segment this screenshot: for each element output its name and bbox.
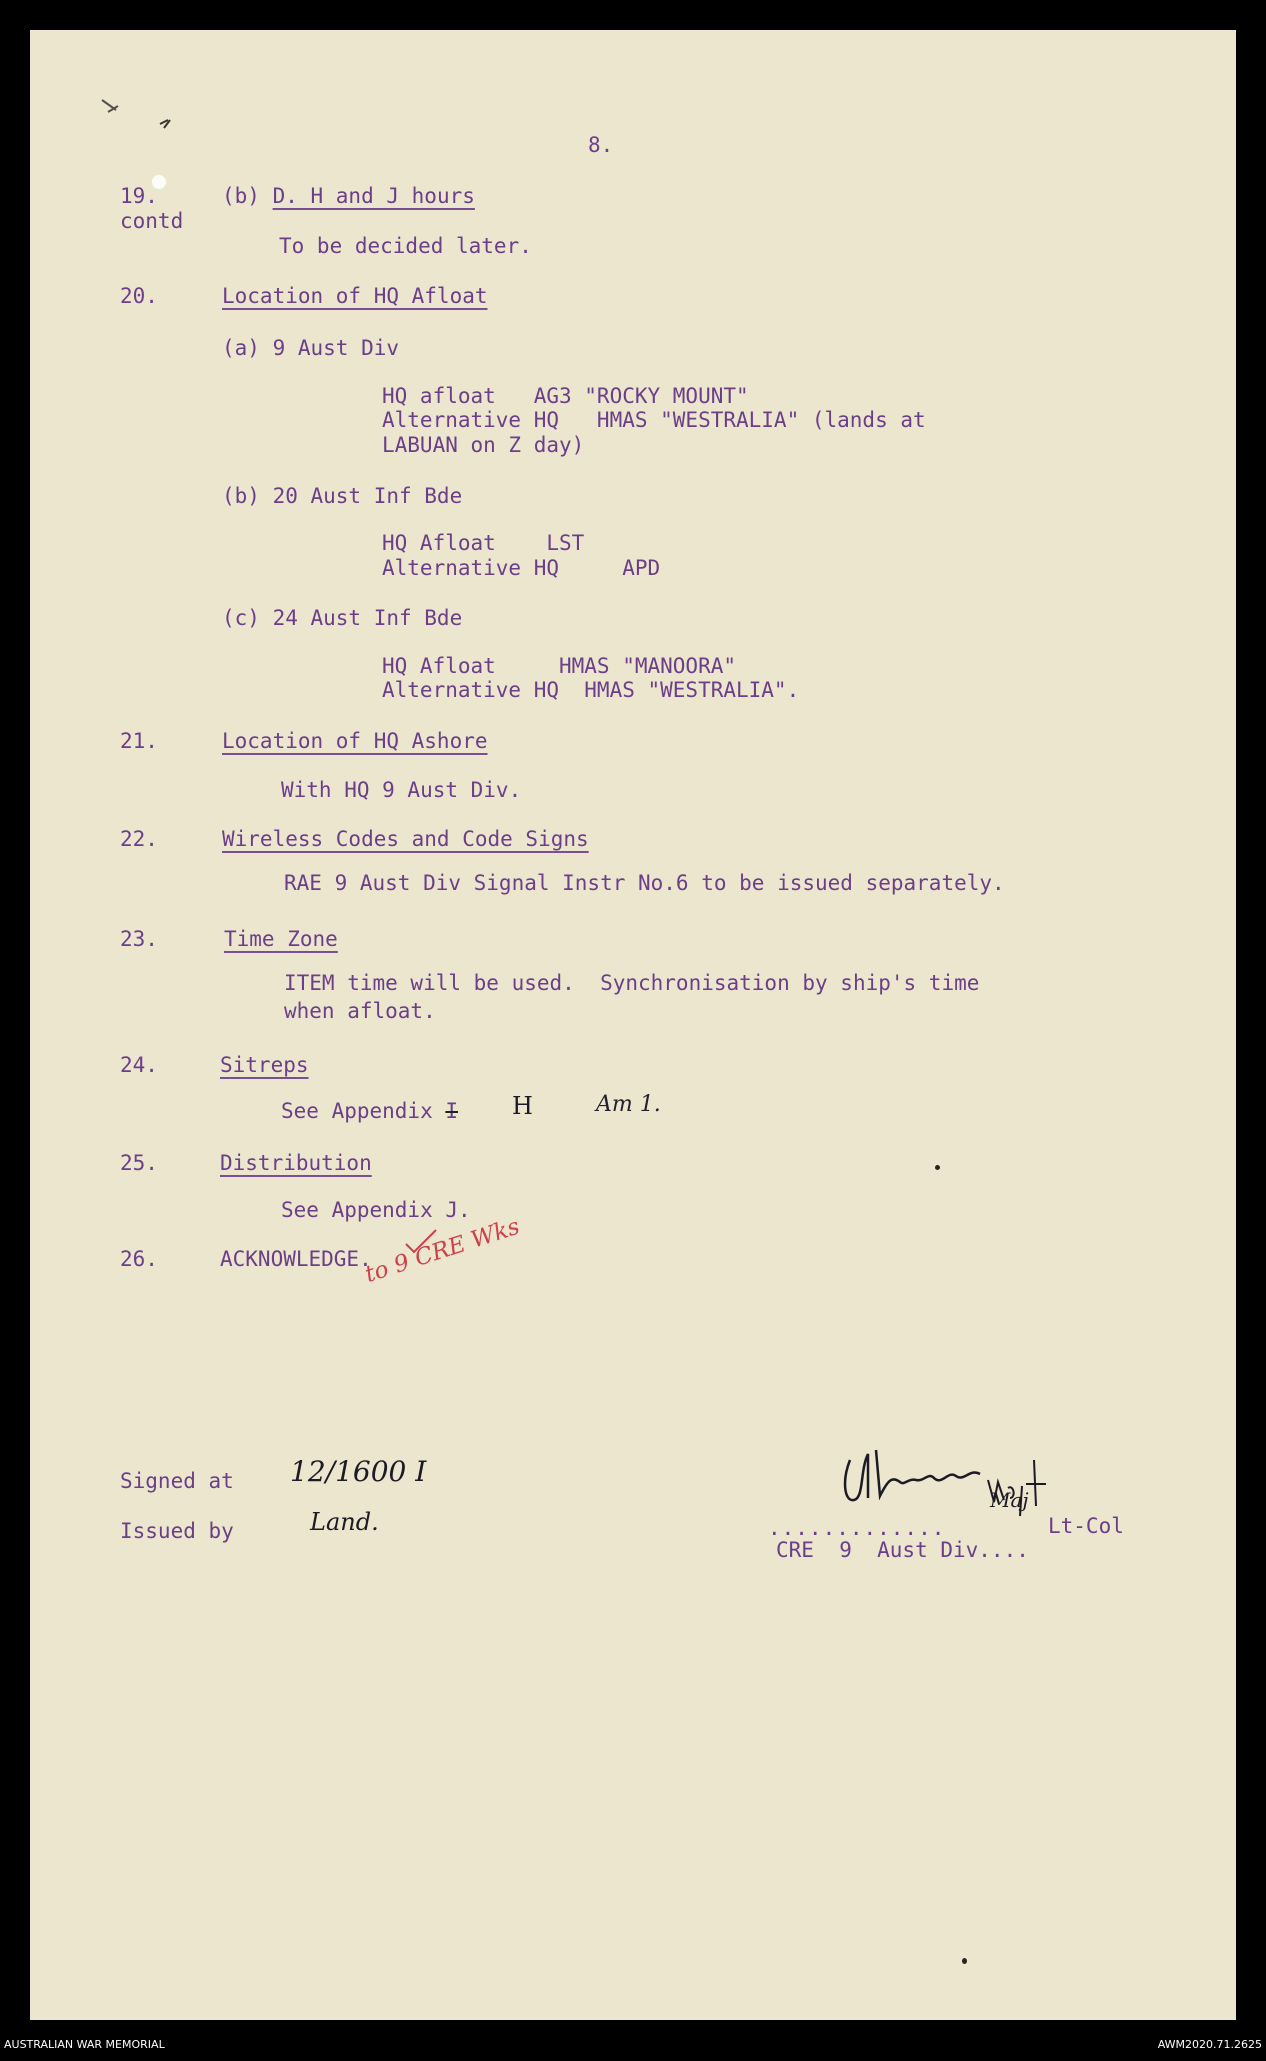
para-26-body: ACKNOWLEDGE. bbox=[220, 1247, 372, 1271]
signature-dotted-line: ............. bbox=[768, 1516, 946, 1540]
signed-at-label: Signed at bbox=[120, 1469, 234, 1493]
signatory-unit: CRE 9 Aust Div.... bbox=[776, 1538, 1029, 1562]
staple-holes-icon bbox=[84, 78, 194, 148]
handwritten-rank: Maj bbox=[990, 1488, 1029, 1512]
document-page bbox=[30, 30, 1236, 2020]
para-24-number: 24. bbox=[120, 1053, 158, 1077]
para-20b-label: (b) 20 Aust Inf Bde bbox=[222, 484, 463, 508]
para-19-number: 19. bbox=[120, 184, 158, 208]
para-20a-line-1: HQ afloat AG3 "ROCKY MOUNT" bbox=[382, 384, 749, 408]
para-26-number: 26. bbox=[120, 1247, 158, 1271]
para-20c-line-2: Alternative HQ HMAS "WESTRALIA". bbox=[382, 678, 800, 702]
para-19-heading: D. H and J hours bbox=[272, 184, 475, 208]
para-20a-line-3: LABUAN on Z day) bbox=[382, 433, 585, 457]
para-19-body: To be decided later. bbox=[279, 234, 532, 258]
para-20b-line-1: HQ Afloat LST bbox=[382, 531, 585, 555]
para-20c-label: (c) 24 Aust Inf Bde bbox=[222, 606, 463, 630]
para-19-sub-label: (b) D. H and J hours bbox=[222, 184, 475, 208]
handwritten-appendix-letter: H bbox=[512, 1092, 533, 1120]
para-24-heading: Sitreps bbox=[220, 1053, 309, 1077]
archive-footer-right: AWM2020.71.2625 bbox=[1157, 2038, 1262, 2051]
para-20a-line-2: Alternative HQ HMAS "WESTRALIA" (lands at bbox=[382, 408, 926, 432]
para-20c-line-1: HQ Afloat HMAS "MANOORA" bbox=[382, 654, 737, 678]
signatory-rank: Lt-Col bbox=[1048, 1514, 1124, 1538]
para-21-number: 21. bbox=[120, 729, 158, 753]
para-21-body: With HQ 9 Aust Div. bbox=[281, 778, 522, 802]
para-20-number: 20. bbox=[120, 284, 158, 308]
issued-by-label: Issued by bbox=[120, 1519, 234, 1543]
archive-footer-left: AUSTRALIAN WAR MEMORIAL bbox=[4, 2038, 165, 2051]
para-19-contd: contd bbox=[120, 209, 184, 233]
ink-spot bbox=[962, 1958, 967, 1964]
para-24-body: See Appendix I bbox=[281, 1099, 459, 1123]
para-21-heading: Location of HQ Ashore bbox=[222, 729, 488, 753]
para-25-body: See Appendix J. bbox=[281, 1198, 471, 1222]
para-22-heading: Wireless Codes and Code Signs bbox=[222, 827, 589, 851]
para-25-number: 25. bbox=[120, 1151, 158, 1175]
para-25-heading: Distribution bbox=[220, 1151, 372, 1175]
para-23-line-1: ITEM time will be used. Synchronisation by ship's time bbox=[284, 971, 980, 995]
signed-at-value: 12/1600 I bbox=[290, 1455, 427, 1488]
ink-spot bbox=[935, 1165, 940, 1170]
para-23-heading: Time Zone bbox=[224, 927, 338, 951]
page-number: 8. bbox=[588, 133, 614, 157]
handwritten-distribution-note: to 9 CRE Wks bbox=[361, 1213, 523, 1288]
para-23-line-2: when afloat. bbox=[284, 999, 436, 1023]
para-23-number: 23. bbox=[120, 927, 158, 951]
handwritten-amendment-note: Am 1. bbox=[596, 1092, 661, 1117]
struck-appendix-letter: I bbox=[445, 1099, 459, 1123]
para-20a-label: (a) 9 Aust Div bbox=[222, 336, 400, 360]
para-22-body: RAE 9 Aust Div Signal Instr No.6 to be issued separately. bbox=[284, 871, 1005, 895]
para-22-number: 22. bbox=[120, 827, 158, 851]
issued-by-value: Land. bbox=[310, 1508, 379, 1536]
signature-icon bbox=[838, 1440, 1108, 1520]
para-20-heading: Location of HQ Afloat bbox=[222, 284, 488, 308]
para-20b-line-2: Alternative HQ APD bbox=[382, 556, 661, 580]
